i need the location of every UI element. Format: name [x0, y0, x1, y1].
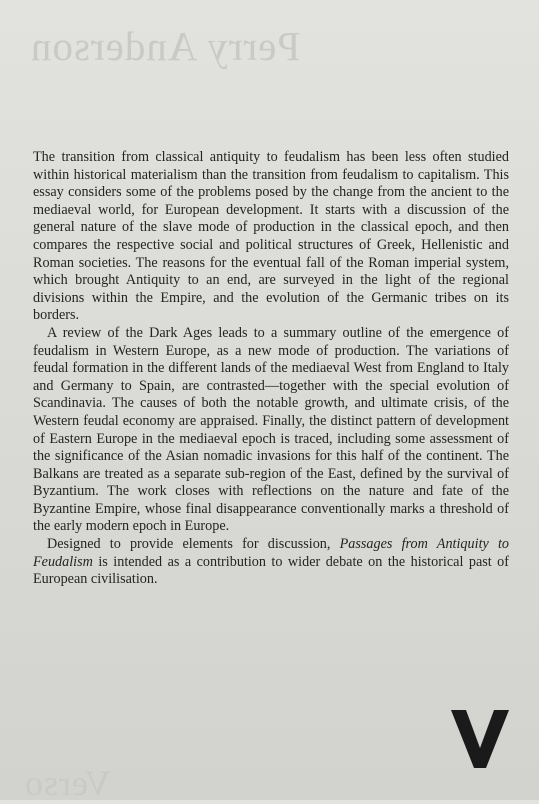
show-through-author-name: Perry Anderson — [30, 23, 301, 69]
blurb-paragraph-1: The transition from classical antiquity to feudalism has been less often studied within historical materialism than the transition from feudalism to capitalism. This essay considers some of the problems posed by the change from the ancient to the mediaeval world, for European development. It starts with a discussion of the general nature of the slave mode of production in the classical epoch, and then compares the respective social and political structures of Greek, Hellenistic and Roman societies. The reasons for the eventual fall of the Roman imperial system, which brought Antiquity to an end, are surveyed in the light of the regional divisions within the Empire, and the evolution of the Germanic tribes on its borders. — [33, 149, 509, 324]
blurb-paragraph-3 — [33, 536, 509, 589]
show-through-publisher-name: Verso — [24, 763, 111, 803]
book-title-italic: Passages from Antiquity to Feudalism — [33, 536, 510, 570]
back-cover-blurb — [33, 149, 509, 589]
verso-v-logo-icon — [451, 710, 509, 768]
blurb-paragraph-2: A review of the Dark Ages leads to a summary outline of the emergence of feudalism in Western Europe, as a new mode of production. The variations of feudal formation in the different lands of the mediaeval West from England to Italy and Germany to Spain, are contrasted—together with the special evolution of Scandinavia. The causes of both the notable growth, and ultimate crisis, of the Western feudal economy are appraised. Finally, the distinct pattern of development of Eastern Europe in the mediaeval epoch is traced, including some assessment of the significance of the Asian nomadic invasions for this half of the continent. The Balkans are treated as a separate sub-region of the East, defined by the survival of Byzantium. The work closes with reflections on the nature and fate of the Byzantine Empire, whose final disappearance conventionally marks a threshold of the early modern epoch in Europe. — [33, 324, 509, 535]
blurb-p3-tail: is intended as a contribution to wider debate on the historical past of European civilisation. — [33, 553, 509, 588]
blurb-p3-lead: Designed to provide elements for discussion, — [47, 536, 340, 553]
